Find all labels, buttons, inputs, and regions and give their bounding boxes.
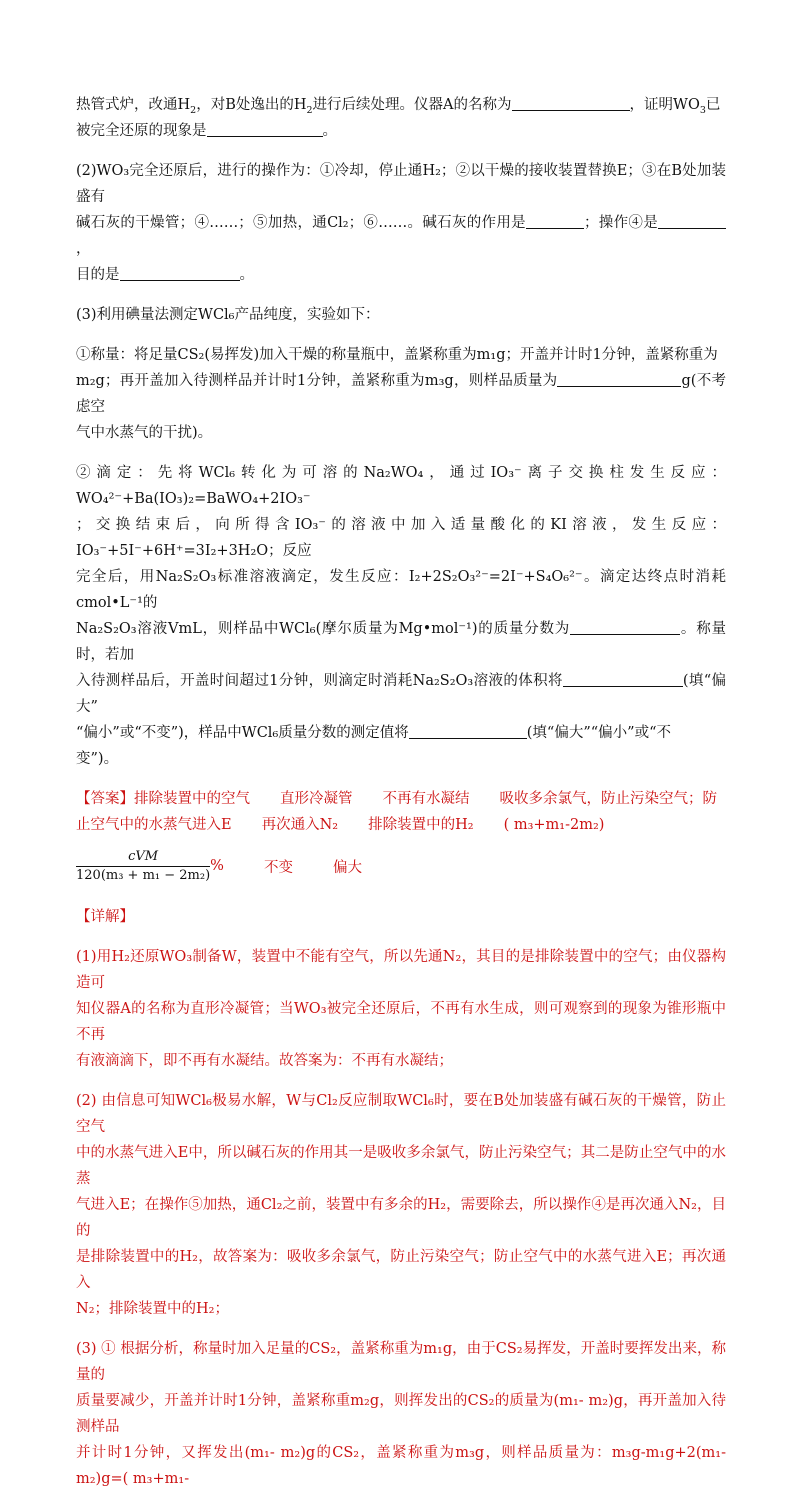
q3-titrate-line2: ；交换结束后，向所得含IO₃⁻的溶液中加入适量酸化的KI溶液，发生反应：IO₃⁻+5I⁻+6H⁺=3I₂+3H₂O；反应 — [76, 517, 726, 559]
blank-volume-change — [563, 670, 683, 687]
detail-p1-line1: (1)用H₂还原WO₃制备W，装置中不能有空气，所以先通N₂，其目的是排除装置中的空气；由仪器构造可 — [76, 949, 726, 991]
detail-p2-line2: 中的水蒸气进入E中，所以碱石灰的作用其一是吸收多余氯气，防止污染空气；其二是防止空气中的水蒸 — [76, 1145, 726, 1187]
detail-p2-line4: 是排除装置中的H₂，故答案为：吸收多余氯气，防止污染空气；防止空气中的水蒸气进入E；再次通入 — [76, 1249, 726, 1291]
detail-p2-line5: N₂；排除装置中的H₂； — [76, 1301, 229, 1317]
detail-p3-line2: 质量要减少，开盖并计时1分钟，盖紧称重m₂g，则挥发出的CS₂的质量为(m₁- m₂)g，再开盖加入待测样品 — [76, 1393, 726, 1435]
q3-weigh-line3: 气中水蒸气的干扰)。 — [76, 425, 213, 441]
blank-phenomenon — [207, 120, 323, 137]
blank-instrument-a — [512, 94, 630, 111]
detail-p3-line3: 并计时1分钟，又挥发出(m₁- m₂)g的CS₂，盖紧称重为m₃g，则样品质量为：m₃g-m₁g+2(m₁- m₂)g=( m₃+m₁- — [76, 1445, 726, 1487]
blank-purpose — [120, 264, 240, 281]
document-page — [76, 92, 726, 1492]
detail-p2-line1: (2) 由信息可知WCl₆极易水解，W与Cl₂反应制取WCl₆时，要在B处加装盛有碱石灰的干燥管，防止空气 — [76, 1093, 726, 1135]
q2-line3: 目的是 。 — [76, 262, 726, 288]
blank-operation-4 — [658, 212, 726, 229]
q3-titrate-line4: Na₂S₂O₃溶液VmL，则样品中WCl₆(摩尔质量为Mg•mol⁻¹)的质量分数为 。称量时，若加 — [76, 616, 726, 668]
q3-titrate-line3: 完全后，用Na₂S₂O₃标准溶液滴定，发生反应：I₂+2S₂O₃²⁻=2I⁻+S₄O₆²⁻。滴定达终点时消耗cmol•L⁻¹的 — [76, 569, 726, 611]
q3-titrate-line1: ②滴定：先将WCl₆转化为可溶的Na₂WO₄，通过IO₃⁻离子交换柱发生反应：WO₄²⁻+Ba(IO₃)₂=BaWO₄+2IO₃⁻ — [76, 465, 726, 507]
q1-line1: 热管式炉，改通$H_2$，对B处逸出的$H_2$进行后续处理。仪器A的名称为 ，证明$WO_3$已 — [76, 92, 726, 118]
answer-line1: 【答案】排除装置中的空气 直形冷凝管 不再有水凝结 吸收多余氯气，防止污染空气；防 — [76, 791, 717, 807]
q2-line1: (2)WO₃完全还原后，进行的操作为：①冷却，停止通H₂；②以干燥的接收装置替换E；③在B处加装盛有 — [76, 163, 726, 205]
q3-intro: (3)利用碘量法测定WCl₆产品纯度，实验如下： — [76, 307, 380, 323]
detail-p2-line3: 气进入E；在操作⑤加热，通Cl₂之前，装置中有多余的H₂，需要除去，所以操作④是再次通入N₂，目的 — [76, 1197, 726, 1239]
q3-titrate-line5: 入待测样品后，开盖时间超过1分钟，则滴定时消耗Na₂S₂O₃溶液的体积将 (填“偏大” — [76, 668, 726, 720]
q3-titrate-line7: 变”)。 — [76, 751, 119, 767]
answer-label: 【答案】 — [76, 791, 134, 807]
detail-p3-line1: (3) ① 根据分析，称量时加入足量的CS₂，盖紧称重为m₁g，由于CS₂易挥发，开盖时要挥发出来，称量的 — [76, 1341, 726, 1383]
q3-titrate-line6: “偏小”或“不变”)，样品中WCl₆质量分数的测定值将 (填“偏大”“偏小”或“不 — [76, 720, 726, 746]
blank-sodalime-role — [526, 212, 584, 229]
q2-line2: 碱石灰的干燥管；④……；⑤加热，通Cl₂；⑥……。碱石灰的作用是 ；操作④是， — [76, 210, 726, 262]
answer-formula-line: $\frac{\text{cVM}}{\text{120(m₃ + m₁ − 2m₂)}}$ % 不变 偏大 — [76, 848, 362, 883]
q1-line2: 被完全还原的现象是 。 — [76, 118, 726, 144]
blank-sample-mass — [557, 370, 681, 387]
q3-weigh-line2: m₂g；再开盖加入待测样品并计时1分钟，盖紧称重为m₃g，则样品质量为 g(不考虑空 — [76, 368, 726, 420]
detail-p1-line3: 有液滴滴下，即不再有水凝结。故答案为：不再有水凝结； — [76, 1053, 453, 1069]
detail-p1-line2: 知仪器A的名称为直形冷凝管；当WO₃被完全还原后，不再有水生成，则可观察到的现象为锥形瓶中不再 — [76, 1001, 726, 1043]
detail-label: 【详解】 — [76, 909, 134, 925]
mass-fraction-formula: $\frac{\text{cVM}}{\text{120(m₃ + m₁ − 2m₂)}}$ — [76, 848, 211, 883]
q3-weigh-line1: ①称量：将足量CS₂(易挥发)加入干燥的称量瓶中，盖紧称重为m₁g；开盖并计时1分钟，盖紧称重为 — [76, 347, 718, 363]
blank-measured-value — [409, 722, 527, 739]
blank-mass-fraction — [570, 618, 680, 635]
answer-line2: 止空气中的水蒸气进入E 再次通入N₂ 排除装置中的H₂ ( m₃+m₁-2m₂) — [76, 817, 605, 833]
